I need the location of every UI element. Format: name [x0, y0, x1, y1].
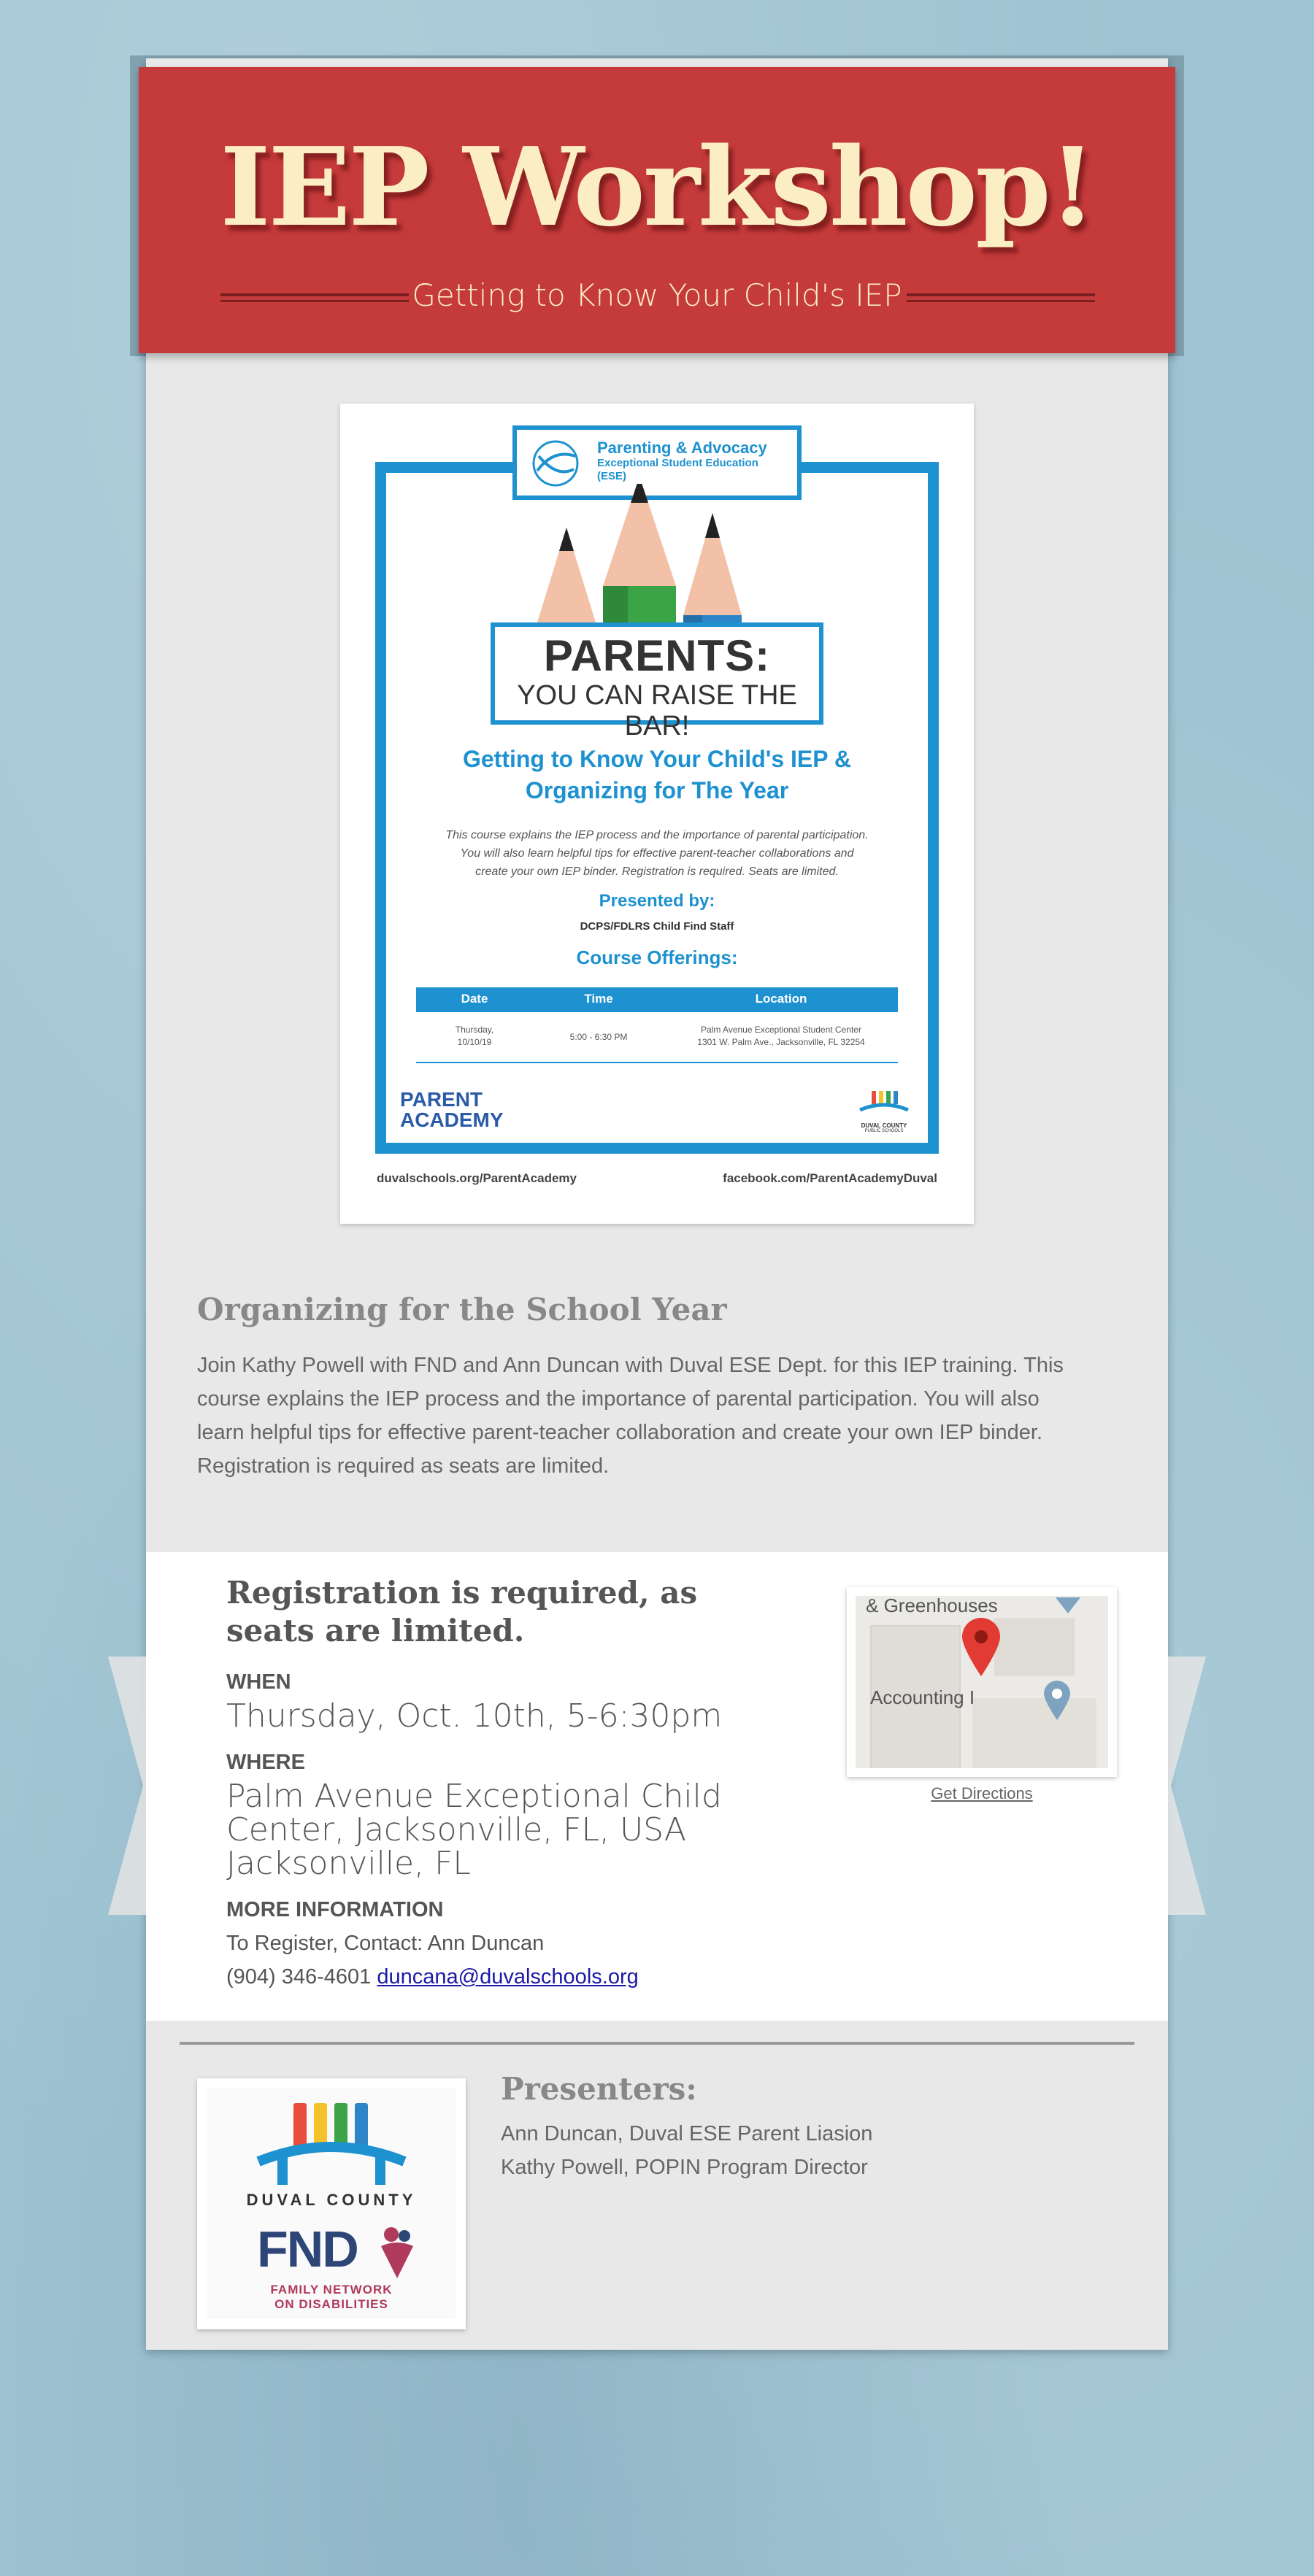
- event-title-line2: seats are limited.: [226, 1613, 525, 1648]
- map-label-greenhouses: & Greenhouses: [866, 1596, 998, 1616]
- section-divider: [180, 2042, 1134, 2045]
- where-line1: Palm Avenue Exceptional Child: [226, 1778, 722, 1815]
- row-location-line2: 1301 W. Palm Ave., Jacksonville, FL 32254: [697, 1036, 865, 1047]
- flyer-presenter: DCPS/FDLRS Child Find Staff: [580, 920, 734, 933]
- phone-email-line: [226, 1965, 639, 1989]
- presenters-logo: [197, 2078, 466, 2329]
- table-header-location: Location: [755, 992, 807, 1006]
- get-directions-link[interactable]: Get Directions: [931, 1784, 1033, 1802]
- flyer-heading-line1: Getting to Know Your Child's IEP &: [462, 746, 852, 772]
- row-time: 5:00 - 6:30 PM: [569, 1032, 628, 1042]
- contact-line: To Register, Contact: Ann Duncan: [226, 1932, 545, 1955]
- flyer-heading: [384, 744, 930, 806]
- description-line3: learn helpful tips for effective parent-teacher collaboration and create your own IEP binder.: [197, 1421, 1043, 1444]
- presenters-title: Presenters:: [501, 2071, 697, 2107]
- row-date: [431, 1024, 518, 1049]
- row-location: [664, 1024, 898, 1049]
- description-line4: Registration is required as seats are limited.: [197, 1454, 610, 1478]
- where-value: [226, 1780, 781, 1881]
- flyer-body-line2: You will also learn helpful tips for effective parent-teacher collaborations and: [460, 847, 854, 860]
- flyer-offerings: Course Offerings:: [576, 946, 738, 968]
- event-title: [226, 1574, 737, 1650]
- flyer-logo-line2: Exceptional Student Education: [597, 457, 758, 470]
- table-header-time: Time: [584, 992, 613, 1006]
- flyer-body-line3: create your own IEP binder. Registration is required. Seats are limited.: [475, 865, 839, 878]
- description-body: [197, 1349, 1117, 1483]
- header-banner: [139, 67, 1175, 353]
- flyer-body: [413, 827, 901, 881]
- parents-subtitle: YOU CAN RAISE THE BAR!: [517, 680, 797, 741]
- flyer-table-header: [416, 987, 898, 1012]
- fnd-family-icon: [375, 2224, 419, 2283]
- map-pin-icon: [959, 1615, 1003, 1678]
- event-title-line1: Registration is required, as: [226, 1575, 698, 1611]
- map-building-2: [994, 1618, 1075, 1676]
- place-marker-icon: [1042, 1681, 1072, 1721]
- duval-county-bridge-icon: [251, 2096, 412, 2191]
- description-line2: course explains the IEP process and the importance of parental participation. You will also: [197, 1387, 1040, 1411]
- presenters-logo-inner: [207, 2089, 456, 2319]
- page-title: IEP Workshop!: [220, 123, 1094, 250]
- logo-fnd-text: FND: [257, 2221, 358, 2278]
- duval-small-subtext: PUBLIC SCHOOLS: [864, 1129, 904, 1133]
- parents-title: PARENTS:: [543, 631, 771, 680]
- map-building-3: [972, 1698, 1096, 1768]
- where-label: WHERE: [226, 1751, 305, 1774]
- flyer-footer-right: facebook.com/ParentAcademyDuval: [723, 1171, 937, 1185]
- map-thumbnail[interactable]: [847, 1587, 1117, 1777]
- row-date-line2: 10/10/19: [457, 1036, 492, 1047]
- table-header-date: Date: [461, 992, 488, 1006]
- parent-academy-logo: [400, 1090, 504, 1130]
- logo-fnd-sub1: FAMILY NETWORK: [270, 2283, 393, 2297]
- flyer-heading-line2: Organizing for The Year: [525, 777, 789, 804]
- row-location-line1: Palm Avenue Exceptional Student Center: [701, 1025, 861, 1035]
- description-title: Organizing for the School Year: [197, 1292, 727, 1327]
- flyer-logo-line3: (ESE): [597, 469, 627, 482]
- duval-bridge-icon: [858, 1090, 910, 1119]
- parents-banner: [491, 622, 823, 741]
- triangle-marker-icon: [1056, 1597, 1080, 1615]
- more-info-label: MORE INFORMATION: [226, 1898, 444, 1921]
- when-label: WHEN: [226, 1670, 291, 1694]
- flyer-body-line1: This course explains the IEP process and the importance of parental participation.: [445, 829, 869, 841]
- logo-duval-county-text: DUVAL COUNTY: [246, 2191, 417, 2209]
- email-link[interactable]: duncana@duvalschools.org: [377, 1965, 639, 1989]
- table-row: [416, 1021, 898, 1063]
- logo-fnd-sub2: ON DISABILITIES: [274, 2297, 388, 2311]
- duval-small-text: DUVAL COUNTY: [861, 1122, 907, 1129]
- flyer-presented-by: Presented by:: [599, 891, 715, 911]
- description-line1: Join Kathy Powell with FND and Ann Duncan with Duval ESE Dept. for this IEP training. This: [197, 1354, 1064, 1377]
- event-details: [146, 1552, 1168, 2021]
- map-label-accounting: Accounting I: [870, 1686, 975, 1708]
- page-subtitle: Getting to Know Your Child's IEP: [412, 277, 902, 313]
- flyer-logo-line1: Parenting & Advocacy: [597, 439, 767, 457]
- header-rule-right: [907, 293, 1095, 296]
- map-canvas: [856, 1596, 1108, 1768]
- where-line3: Jacksonville, FL: [226, 1845, 471, 1882]
- parent-academy-line2: ACADEMY: [400, 1108, 504, 1131]
- row-date-line1: Thursday,: [455, 1025, 494, 1035]
- where-line2: Center, Jacksonville, FL, USA: [226, 1811, 687, 1848]
- parent-academy-line1: PARENT: [400, 1088, 483, 1111]
- duval-small-logo: [851, 1090, 917, 1133]
- flyer-footer-left: duvalschools.org/ParentAcademy: [377, 1171, 577, 1185]
- presenter-line-2: Kathy Powell, POPIN Program Director: [501, 2156, 868, 2179]
- phone-number: (904) 346-4601: [226, 1965, 372, 1989]
- when-value: Thursday, Oct. 10th, 5-6:30pm: [226, 1697, 723, 1735]
- presenter-line-1: Ann Duncan, Duval ESE Parent Liasion: [501, 2122, 873, 2145]
- logo-fnd-subtext: [207, 2283, 456, 2311]
- flyer-image[interactable]: [340, 404, 974, 1224]
